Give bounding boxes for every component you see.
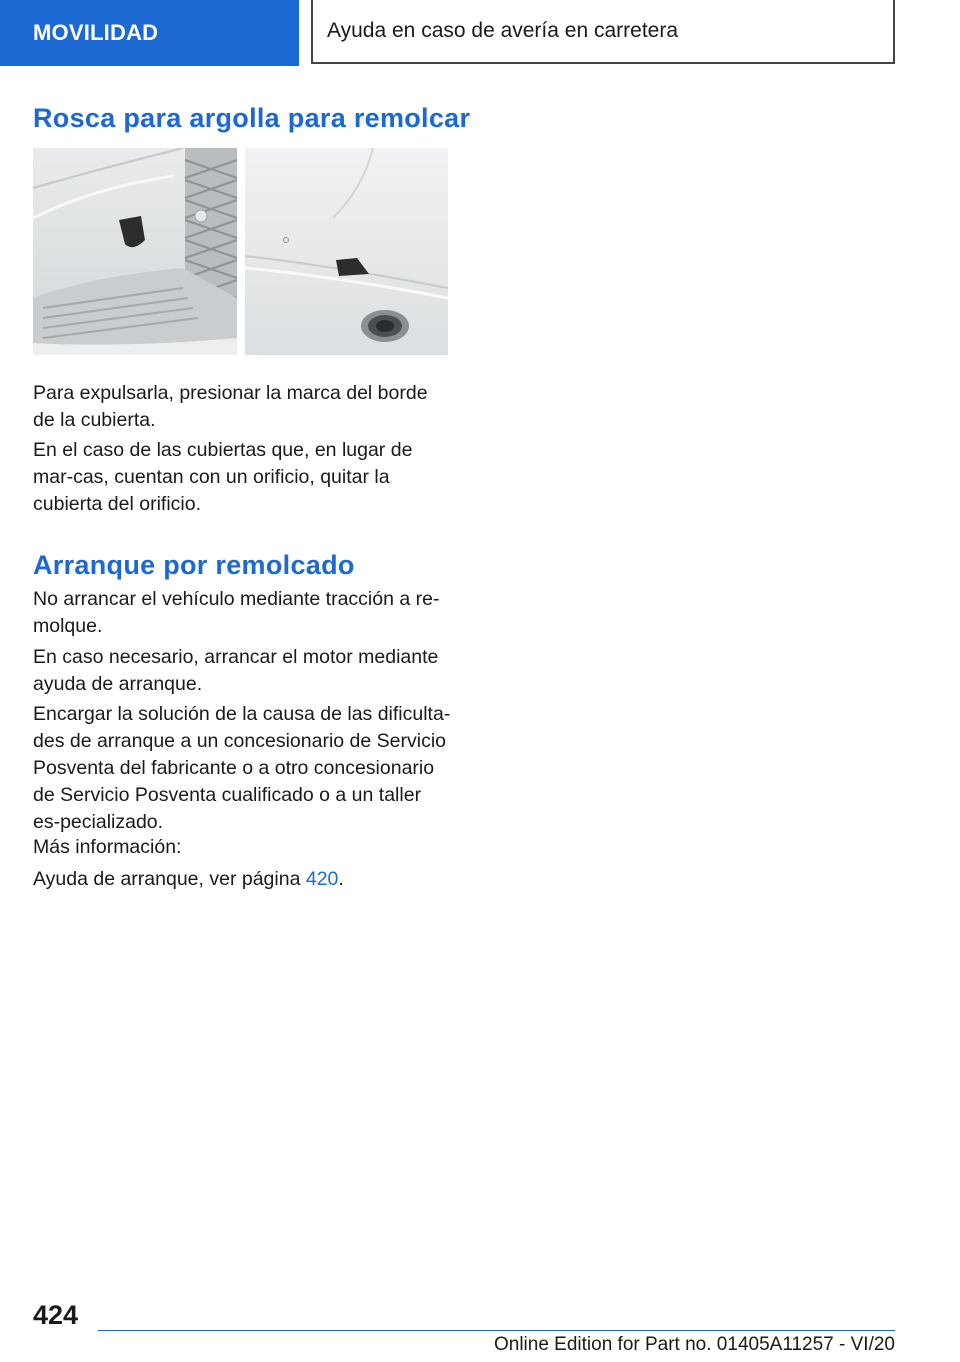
page-420-link[interactable]: 420 — [305, 868, 339, 890]
header-section-tab — [0, 0, 299, 66]
paragraph-orifice-cover: En el caso de las cubiertas que, en lugar de mar-cas, cuentan con un orificio, quitar la cubierta del orificio. — [33, 439, 413, 515]
section-title-towing-eye: Rosca para argolla para remolcar — [33, 103, 471, 133]
reference-end: . — [338, 868, 344, 890]
footer-edition: Online Edition for Part no. 01405A11257 - VI/20 — [493, 1334, 895, 1355]
rear-bumper-view — [245, 148, 448, 355]
footer-divider — [98, 1330, 895, 1331]
towing-eye-cover-illustration — [33, 148, 448, 355]
reference-text: Ayuda de arranque, ver página — [33, 868, 306, 890]
header-chapter-label: Ayuda en caso de avería en carretera — [327, 19, 679, 42]
section-title-tow-start: Arranque por remolcado — [33, 550, 355, 580]
paragraph-jump-start: En caso necesario, arrancar el motor mediante ayuda de arranque. — [33, 646, 439, 695]
header-chapter-box — [311, 0, 895, 64]
paragraph-page-reference — [33, 866, 453, 893]
paragraph-more-info: Más información: — [33, 836, 182, 858]
header-section-label: MOVILIDAD — [33, 20, 159, 45]
paragraph-no-tow-start: No arrancar el vehículo mediante tracción a re-molque. — [33, 588, 440, 637]
page-number: 424 — [33, 1300, 79, 1330]
paragraph-press-mark: Para expulsarla, presionar la marca del borde de la cubierta. — [33, 382, 428, 431]
paragraph-service-dealer: Encargar la solución de la causa de las dificulta-des de arranque a un concesionario de Servicio Posventa del fabricante o a otro concesionario de Servicio Posventa cualificado o a un taller es-pecializado. — [33, 703, 451, 833]
front-bumper-view — [33, 148, 237, 355]
